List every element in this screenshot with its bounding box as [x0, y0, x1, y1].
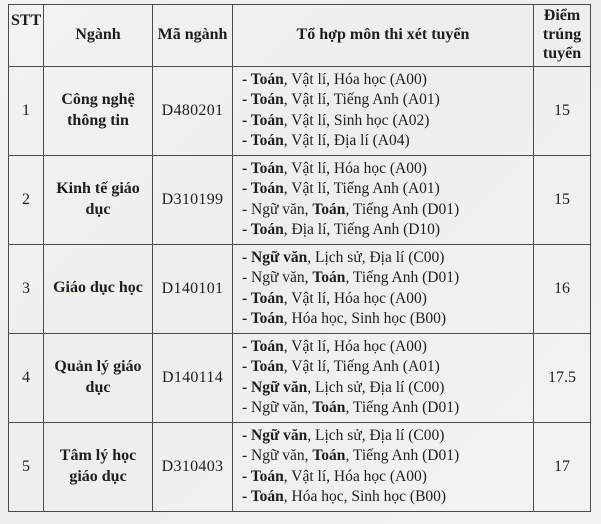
- combo-line: - Ngữ văn, Lịch sử, Địa lí (C00): [242, 378, 445, 396]
- subject-combos-cell: [233, 244, 534, 333]
- header-row: [9, 5, 591, 67]
- header-nganh: Ngành: [44, 5, 153, 67]
- table-row: [9, 66, 591, 155]
- combo-line: - Toán, Vật lí, Hóa học (A00): [242, 159, 427, 177]
- combo-line: - Toán, Vật lí, Hóa học (A00): [242, 337, 427, 355]
- stt-cell: 3: [9, 244, 44, 333]
- combo-line: - Toán, Vật lí, Hóa học (A00): [242, 467, 427, 485]
- major-name-cell: Giáo dục học: [44, 244, 153, 333]
- header-stt: STT: [9, 5, 44, 67]
- stt-cell: 5: [9, 422, 44, 511]
- major-code-cell: D480201: [153, 66, 233, 155]
- stt-cell: 2: [9, 155, 44, 244]
- subject-combos-cell: [233, 66, 534, 155]
- major-code-cell: D140114: [153, 333, 233, 422]
- combo-line: - Ngữ văn, Lịch sử, Địa lí (C00): [242, 248, 445, 266]
- combo-line: - Ngữ văn, Toán, Tiếng Anh (D01): [242, 200, 460, 218]
- combo-line: - Toán, Địa lí, Tiếng Anh (D10): [242, 221, 441, 239]
- major-name-cell: Kinh tế giáo dục: [44, 155, 153, 244]
- table-row: [9, 422, 591, 511]
- admission-score-cell: 17: [534, 422, 591, 511]
- combo-line: - Toán, Vật lí, Tiếng Anh (A01): [242, 91, 440, 109]
- admission-scores-table: [8, 4, 591, 512]
- table-body: [9, 66, 591, 511]
- combo-line: - Toán, Vật lí, Địa lí (A04): [242, 132, 410, 150]
- major-name-cell: Công nghệ thông tin: [44, 66, 153, 155]
- major-name-cell: Quản lý giáo dục: [44, 333, 153, 422]
- combo-line: - Toán, Vật lí, Hóa học (A00): [242, 70, 427, 88]
- combo-line: - Ngữ văn, Toán, Tiếng Anh (D01): [242, 399, 460, 417]
- scanned-document-page: [0, 4, 601, 524]
- admission-score-cell: 15: [534, 66, 591, 155]
- combo-line: - Toán, Hóa học, Sinh học (B00): [242, 488, 447, 506]
- combo-line: - Ngữ văn, Toán, Tiếng Anh (D01): [242, 269, 460, 287]
- combo-line: - Toán, Vật lí, Tiếng Anh (A01): [242, 180, 440, 198]
- header-diem: Điểm trúng tuyển: [534, 5, 591, 67]
- header-ma-nganh: Mã ngành: [153, 5, 233, 67]
- subject-combos-cell: [233, 155, 534, 244]
- major-code-cell: D310403: [153, 422, 233, 511]
- major-code-cell: D140101: [153, 244, 233, 333]
- combo-line: - Ngữ văn, Toán, Tiếng Anh (D01): [242, 447, 460, 465]
- combo-line: - Toán, Hóa học, Sinh học (B00): [242, 310, 447, 328]
- table-row: [9, 155, 591, 244]
- combo-line: - Toán, Vật lí, Sinh học (A02): [242, 111, 430, 129]
- combo-line: - Ngữ văn, Lịch sử, Địa lí (C00): [242, 426, 445, 444]
- table-row: [9, 244, 591, 333]
- admission-score-cell: 16: [534, 244, 591, 333]
- admission-score-cell: 15: [534, 155, 591, 244]
- combo-line: - Toán, Vật lí, Hóa học (A00): [242, 289, 427, 307]
- header-to-hop: Tổ hợp môn thi xét tuyển: [233, 5, 534, 67]
- table-row: [9, 333, 591, 422]
- stt-cell: 4: [9, 333, 44, 422]
- admission-score-cell: 17.5: [534, 333, 591, 422]
- major-code-cell: D310199: [153, 155, 233, 244]
- combo-line: - Toán, Vật lí, Tiếng Anh (A01): [242, 358, 440, 376]
- subject-combos-cell: [233, 333, 534, 422]
- major-name-cell: Tâm lý học giáo dục: [44, 422, 153, 511]
- subject-combos-cell: [233, 422, 534, 511]
- stt-cell: 1: [9, 66, 44, 155]
